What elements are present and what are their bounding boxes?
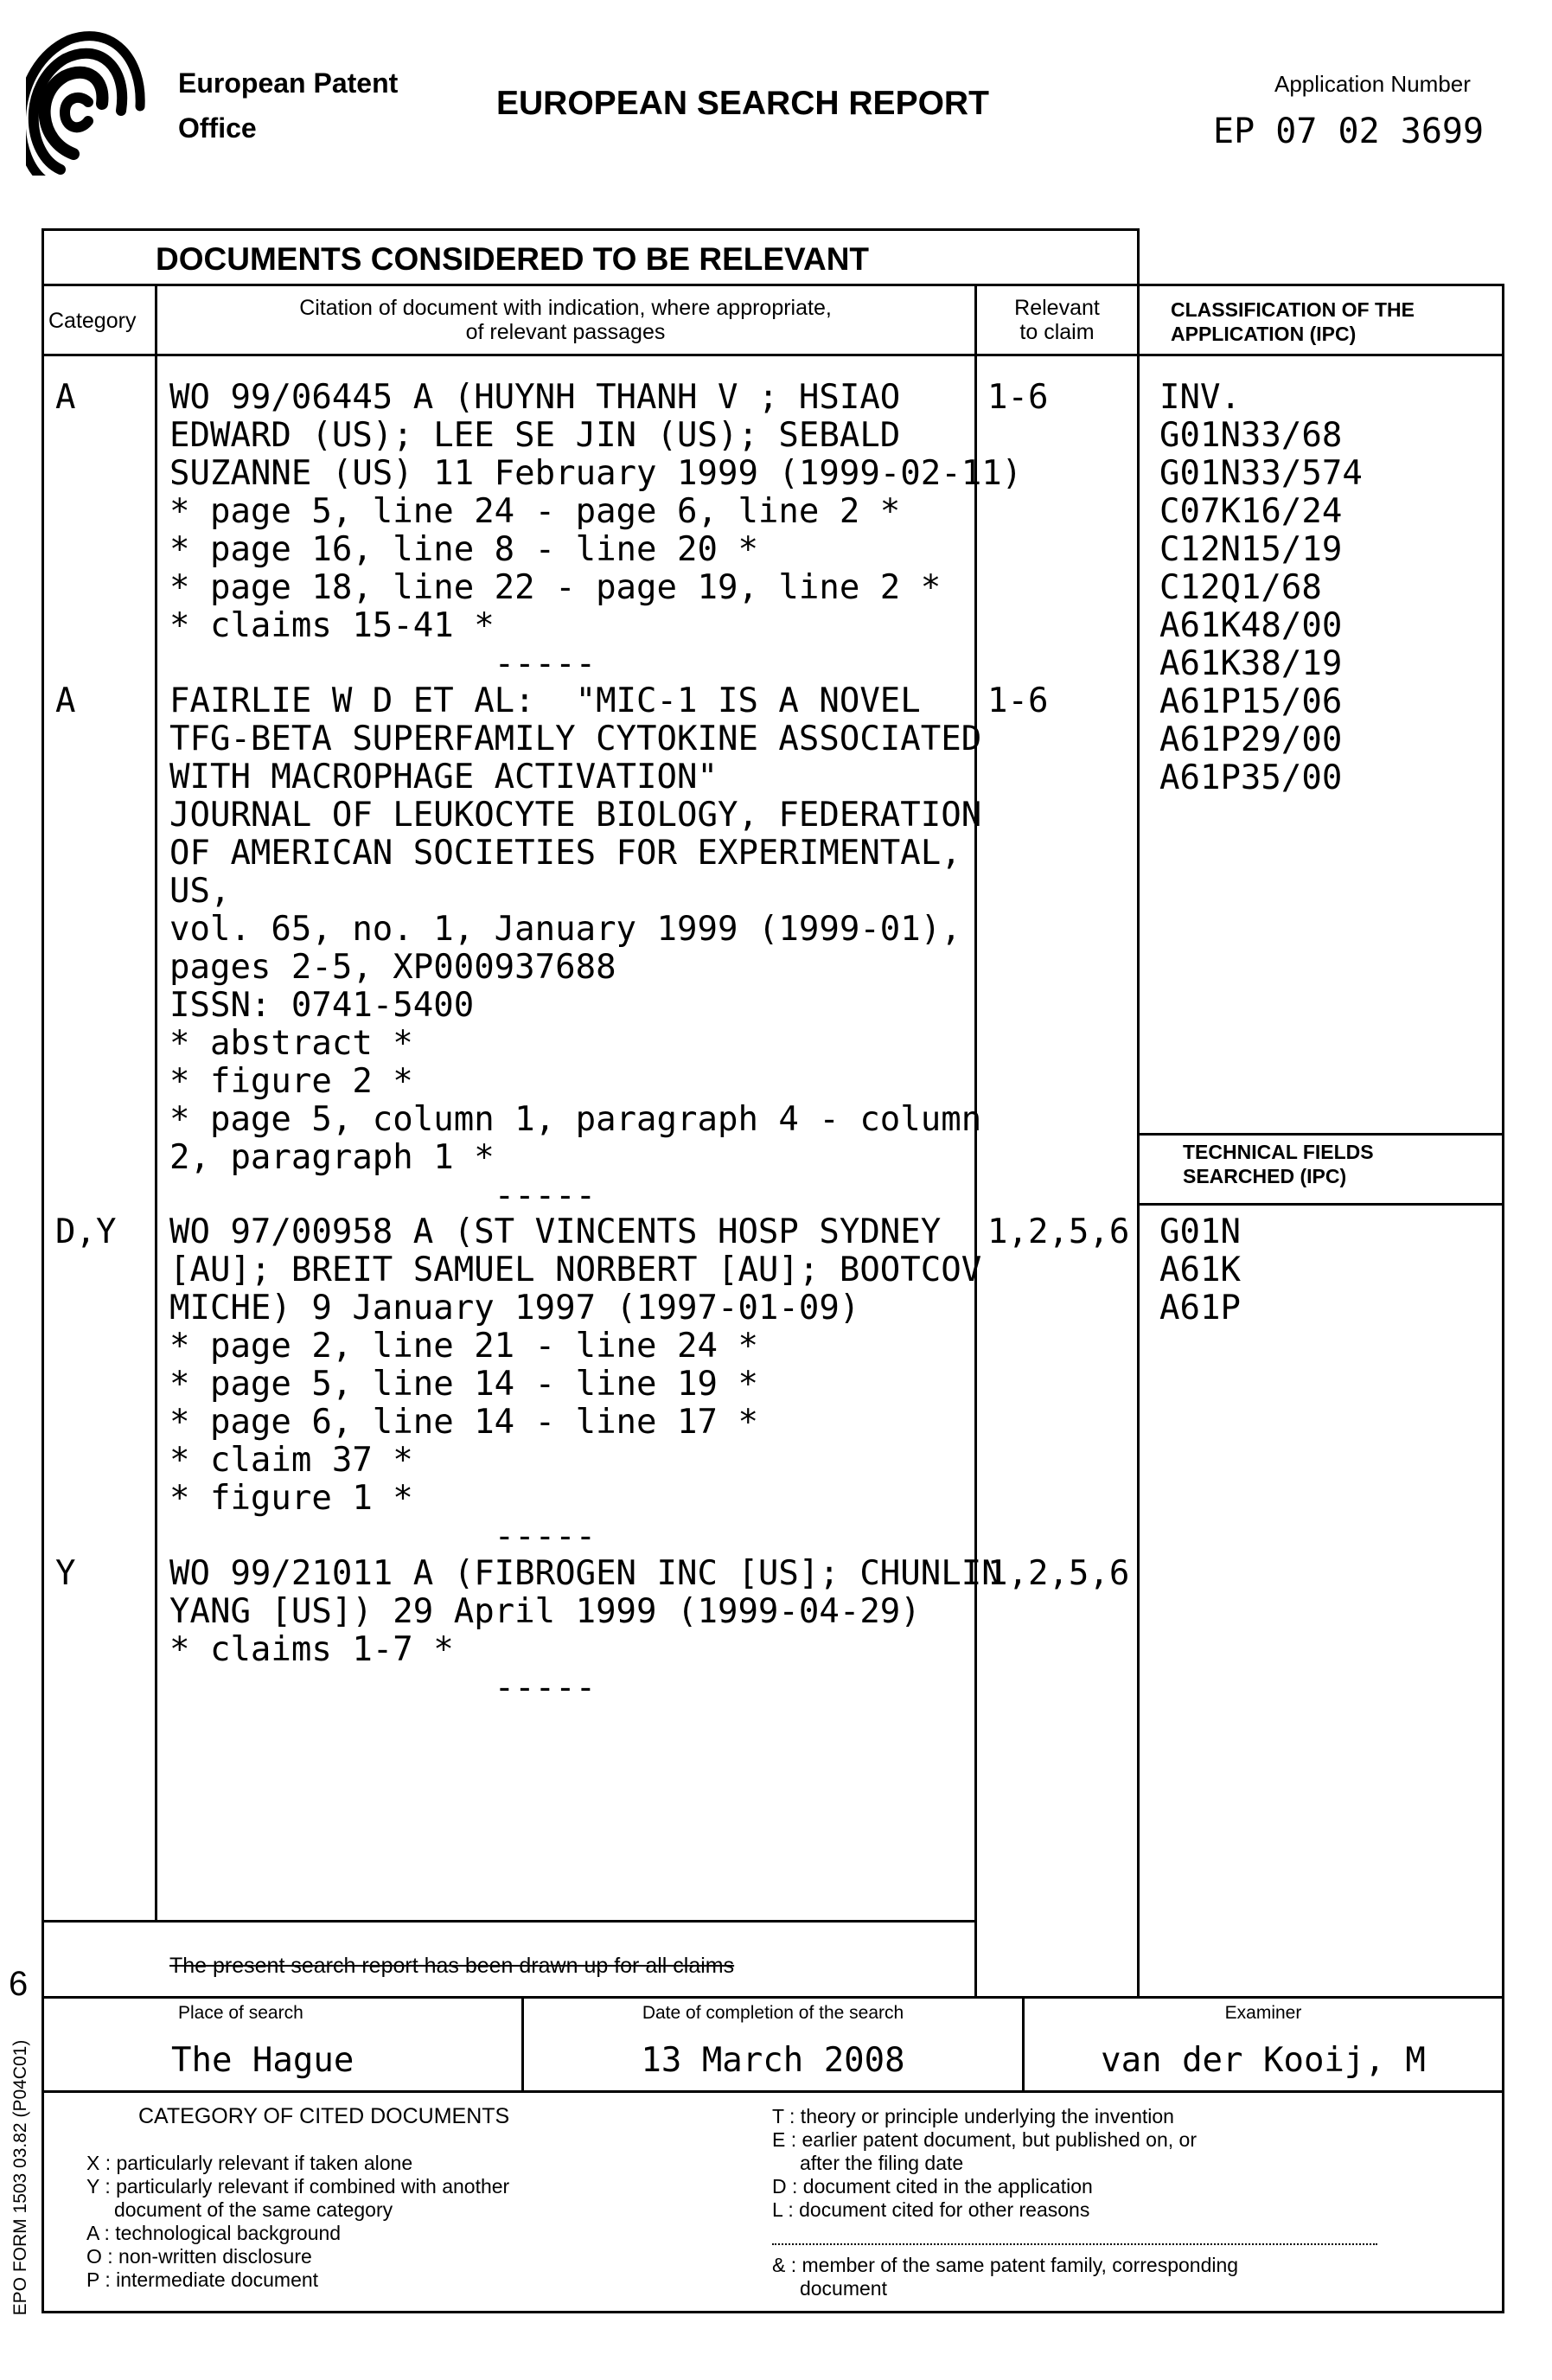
examiner-value: van der Kooij, M	[1025, 2041, 1502, 2081]
technical-fields-codes: G01N A61K A61P	[1159, 1213, 1241, 1328]
page-number: 6	[9, 1965, 28, 2003]
relevant-header-line1: Relevant	[977, 296, 1137, 320]
technical-fields-header-line2: SEARCHED (IPC)	[1183, 1164, 1374, 1188]
application-number: EP 07 02 3699	[1213, 111, 1484, 152]
search-date-value: 13 March 2008	[524, 2041, 1022, 2081]
form-code: EPO FORM 1503 03.82 (P04C01)	[10, 2005, 31, 2351]
search-report-statement: The present search report has been drawn up for all claims	[169, 1953, 734, 1979]
citation-header	[157, 296, 974, 344]
place-of-search-label: Place of search	[178, 2003, 303, 2024]
relevant-header-line2: to claim	[977, 320, 1137, 344]
search-info-bottom-line	[42, 2090, 1504, 2093]
entry-1-citation: WO 99/06445 A (HUYNH THANH V ; HSIAO EDWARD (US); LEE SE JIN (US); SEBALD SUZANNE (US) 11 February 1999 (1999-02-11) * page 5, line 24 - page 6, line 2 * * page 16, line 8 - line 20 * * page 18, line 22 - page 19, line 2 * * claims 15-41 * -----	[169, 379, 1022, 683]
tech-fields-top-line	[1137, 1133, 1504, 1136]
entry-2-citation: FAIRLIE W D ET AL: "MIC-1 IS A NOVEL TFG-BETA SUPERFAMILY CYTOKINE ASSOCIATED WITH MACROPHAGE ACTIVATION" JOURNAL OF LEUKOCYTE BIOLOGY, FEDERATION OF AMERICAN SOCIETIES FOR EXPERIMENTAL, US, vol. 65, no. 1, January 1999 (1999-01), pages 2-5, XP000937688 ISSN: 0741-5400 * abstract * * figure 2 * * page 5, column 1, paragraph 4 - column 2, paragraph 1 * -----	[169, 682, 981, 1215]
tech-fields-bottom-line	[1137, 1203, 1504, 1206]
entry-4-citation: WO 99/21011 A (FIBROGEN INC [US]; CHUNLIN YANG [US]) 29 April 1999 (1999-04-29) * claims 1-7 * -----	[169, 1555, 1002, 1707]
legend-separator	[772, 2243, 1377, 2245]
category-column-line	[155, 284, 157, 1923]
technical-fields-header	[1183, 1140, 1374, 1188]
citation-header-line2: of relevant passages	[157, 320, 974, 344]
search-date-label: Date of completion of the search	[524, 2003, 1022, 2024]
entry-3-category: D,Y	[55, 1213, 116, 1251]
category-header: Category	[48, 309, 136, 333]
statement-bottom-line	[42, 1996, 1504, 1999]
table-left-border	[42, 228, 44, 2313]
entry-3-relevant: 1,2,5,6	[987, 1213, 1129, 1251]
entry-2-relevant: 1-6	[987, 682, 1048, 720]
classification-codes: INV. G01N33/68 G01N33/574 C07K16/24 C12N15/19 C12Q1/68 A61K48/00 A61K38/19 A61P15/06 A61P29/00 A61P35/00	[1159, 379, 1363, 797]
header-bottom-line	[42, 354, 1504, 356]
entry-4-relevant: 1,2,5,6	[987, 1555, 1129, 1593]
legend-right-top: T : theory or principle underlying the invention E : earlier patent document, but published on, or after the filing date D : document cited in the application L : document cited for other reasons	[772, 2105, 1197, 2222]
classification-header-line2: APPLICATION (IPC)	[1171, 322, 1415, 346]
office-name-line1: European Patent	[178, 66, 398, 100]
table-right-border	[1502, 284, 1504, 2313]
epo-logo-icon	[26, 24, 147, 176]
examiner-label: Examiner	[1025, 2003, 1502, 2024]
entry-1-relevant: 1-6	[987, 379, 1048, 417]
classification-header-line1: CLASSIFICATION OF THE	[1171, 298, 1415, 322]
entry-3-citation: WO 97/00958 A (ST VINCENTS HOSP SYDNEY [AU]; BREIT SAMUEL NORBERT [AU]; BOOTCOV MICHE) 9 January 1997 (1997-01-09) * page 2, line 21 - line 24 * * page 5, line 14 - line 19 * * page 6, line 14 - line 17 * * claim 37 * * figure 1 * -----	[169, 1213, 981, 1556]
technical-fields-header-line1: TECHNICAL FIELDS	[1183, 1140, 1374, 1164]
legend-left: X : particularly relevant if taken alone Y : particularly relevant if combined with another document of the same category A : technological background O : non-written disclosure P : intermediate document	[86, 2152, 509, 2292]
citation-header-line1: Citation of document with indication, where appropriate,	[157, 296, 974, 320]
classification-header	[1171, 298, 1415, 346]
classification-left-border	[1137, 228, 1140, 1999]
table-title: DOCUMENTS CONSIDERED TO BE RELEVANT	[156, 240, 869, 278]
legend-title: CATEGORY OF CITED DOCUMENTS	[138, 2105, 509, 2128]
rows-bottom-line	[42, 1920, 977, 1923]
report-title: EUROPEAN SEARCH REPORT	[496, 84, 989, 124]
header-top-line	[42, 284, 1504, 286]
application-number-label: Application Number	[1274, 71, 1471, 97]
entry-2-category: A	[55, 682, 75, 720]
relevant-header	[977, 296, 1137, 344]
table-top-border	[42, 228, 1140, 231]
entry-4-category: Y	[55, 1555, 75, 1593]
table-bottom-border	[42, 2311, 1504, 2313]
office-name-line2: Office	[178, 111, 257, 145]
legend-right-bottom: & : member of the same patent family, corresponding document	[772, 2254, 1238, 2300]
place-of-search-value: The Hague	[171, 2041, 354, 2081]
entry-1-category: A	[55, 379, 75, 417]
